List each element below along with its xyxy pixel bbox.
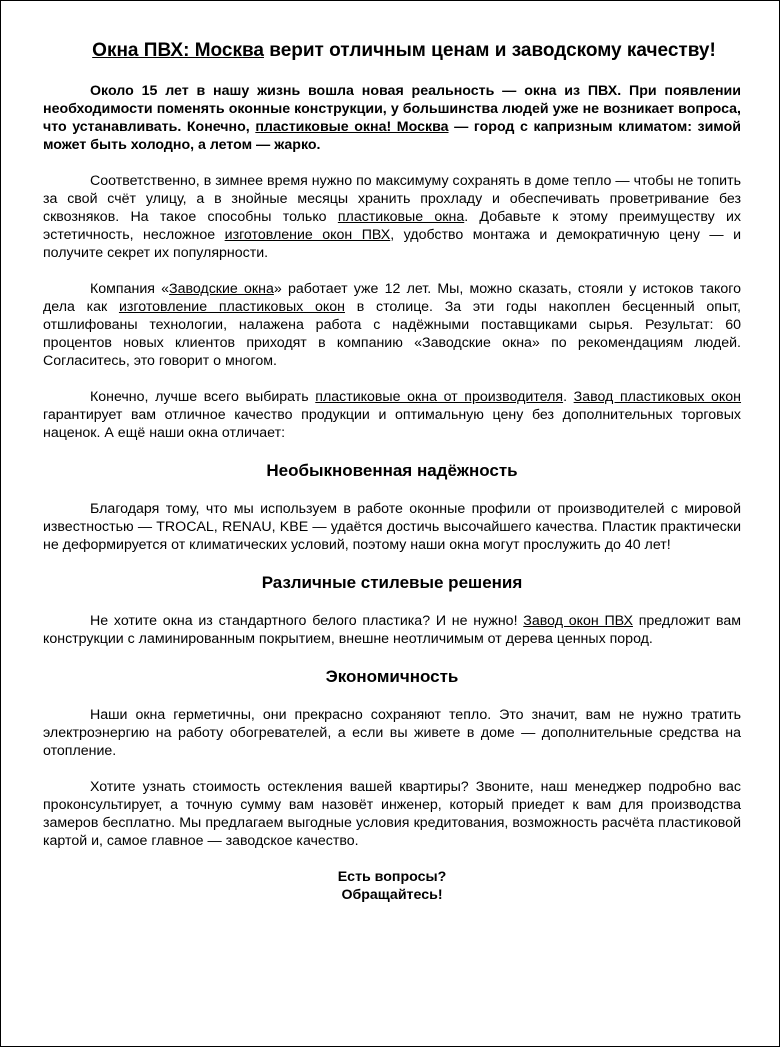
- paragraph-styles: [43, 612, 741, 648]
- intro-link[interactable]: пластиковые окна! Москва: [255, 119, 449, 135]
- heading-styles: Различные стилевые решения: [261, 573, 523, 592]
- para4-text-3: гарантирует вам отличное качество продукции и оптимальную цену без дополнительных торговых наценок. А ещё наши окна отличает:: [43, 407, 741, 441]
- heading-reliability: Необыкновенная надёжность: [266, 461, 518, 480]
- styles-text-1: Не хотите окна из стандартного белого пластика? И не нужно!: [90, 613, 524, 629]
- paragraph-climate: [43, 172, 741, 262]
- intro-text-1: Около 15 лет в нашу жизнь вошла новая реальность — окна из ПВХ. При появлении необходимости поменять оконные конструкции, у большинства людей уже не возникает вопроса, что устанавливать. Конечно,: [43, 83, 741, 135]
- document-content: [43, 39, 741, 904]
- paragraph-reliability: Благодаря тому, что мы используем в работе оконные профили от производителей с мировой известностью — TROCAL, RENAU, KBE — удаётся достичь высочайшего качества. Пластик практически не деформируется от климатических условий, поэтому наши окна могут прослужить до 40 лет!: [43, 501, 741, 553]
- closing-line-1: Есть вопросы?: [337, 869, 447, 885]
- link-windows-from-manufacturer[interactable]: пластиковые окна от производителя: [315, 389, 564, 405]
- page-title: [43, 39, 741, 63]
- styles-text-2: предложит вам конструкции с ламинированным покрытием, внешне неотличимым от дерева ценных пород.: [43, 613, 742, 647]
- link-pvc-factory[interactable]: Завод окон ПВХ: [523, 613, 633, 629]
- paragraph-company: [43, 280, 741, 370]
- title-link[interactable]: Окна ПВХ: Москва: [92, 40, 264, 61]
- link-pvc-manufacturing[interactable]: изготовление окон ПВХ: [224, 227, 391, 243]
- closing-block: [43, 868, 741, 904]
- para3-text-3: в столице. За эти годы накоплен бесценный опыт, отшлифованы технологии, налажена работа с надёжными поставщиками сырья. Результат: 60 процентов новых клиентов приходят в компанию «Заводские окна» по рекомендациям людей. Согласитесь, это говорит о многом.: [43, 299, 742, 369]
- link-plastic-manufacturing[interactable]: изготовление пластиковых окон: [118, 299, 345, 315]
- paragraph-call-to-action: Хотите узнать стоимость остекления вашей квартиры? Звоните, наш менеджер подробно вас проконсультирует, а точную сумму вам назовёт инженер, который приедет к вам для производства замеров бесплатно. Мы предлагаем выгодные условия кредитования, возможность расчёта пластиковой картой и, самое главное — заводское качество.: [43, 779, 741, 849]
- para3-text-2: » работает уже 12 лет. Мы, можно сказать, стояли у истоков такого дела как: [43, 281, 742, 315]
- paragraph-economy: Наши окна герметичны, они прекрасно сохраняют тепло. Это значит, вам не нужно тратить электроэнергию на работу обогревателей, а если вы живете в доме — дополнительные средства на отопление.: [43, 707, 741, 759]
- para2-text-1: Соответственно, в зимнее время нужно по максимуму сохранять в доме тепло — чтобы не топить за свой счёт улицу, а в знойные месяцы хранить прохладу и обеспечивать проветривание без сквозняков. На такое способны только: [43, 173, 741, 225]
- link-plastic-windows-factory[interactable]: Завод пластиковых окон: [573, 389, 742, 405]
- para3-text-1: Компания «: [90, 281, 170, 297]
- para4-text-1: Конечно, лучше всего выбирать: [90, 389, 316, 405]
- title-text: верит отличным ценам и заводскому качеству!: [263, 40, 716, 61]
- heading-economy: Экономичность: [325, 667, 459, 686]
- paragraph-manufacturer: [43, 388, 741, 442]
- para4-text-2: .: [563, 389, 574, 405]
- closing-line-2: Обращайтесь!: [341, 887, 443, 903]
- intro-text-2: — город с капризным климатом: зимой может быть холодно, а летом — жарко.: [43, 119, 741, 153]
- link-factory-windows[interactable]: Заводские окна: [169, 281, 274, 297]
- para2-text-3: , удобство монтажа и демократичную цену — и получите секрет их популярности.: [43, 227, 741, 261]
- para2-text-2: . Добавьте к этому преимуществу их эстетичность, несложное: [43, 209, 742, 243]
- intro-paragraph: [43, 82, 741, 154]
- link-plastic-windows[interactable]: пластиковые окна: [337, 209, 465, 225]
